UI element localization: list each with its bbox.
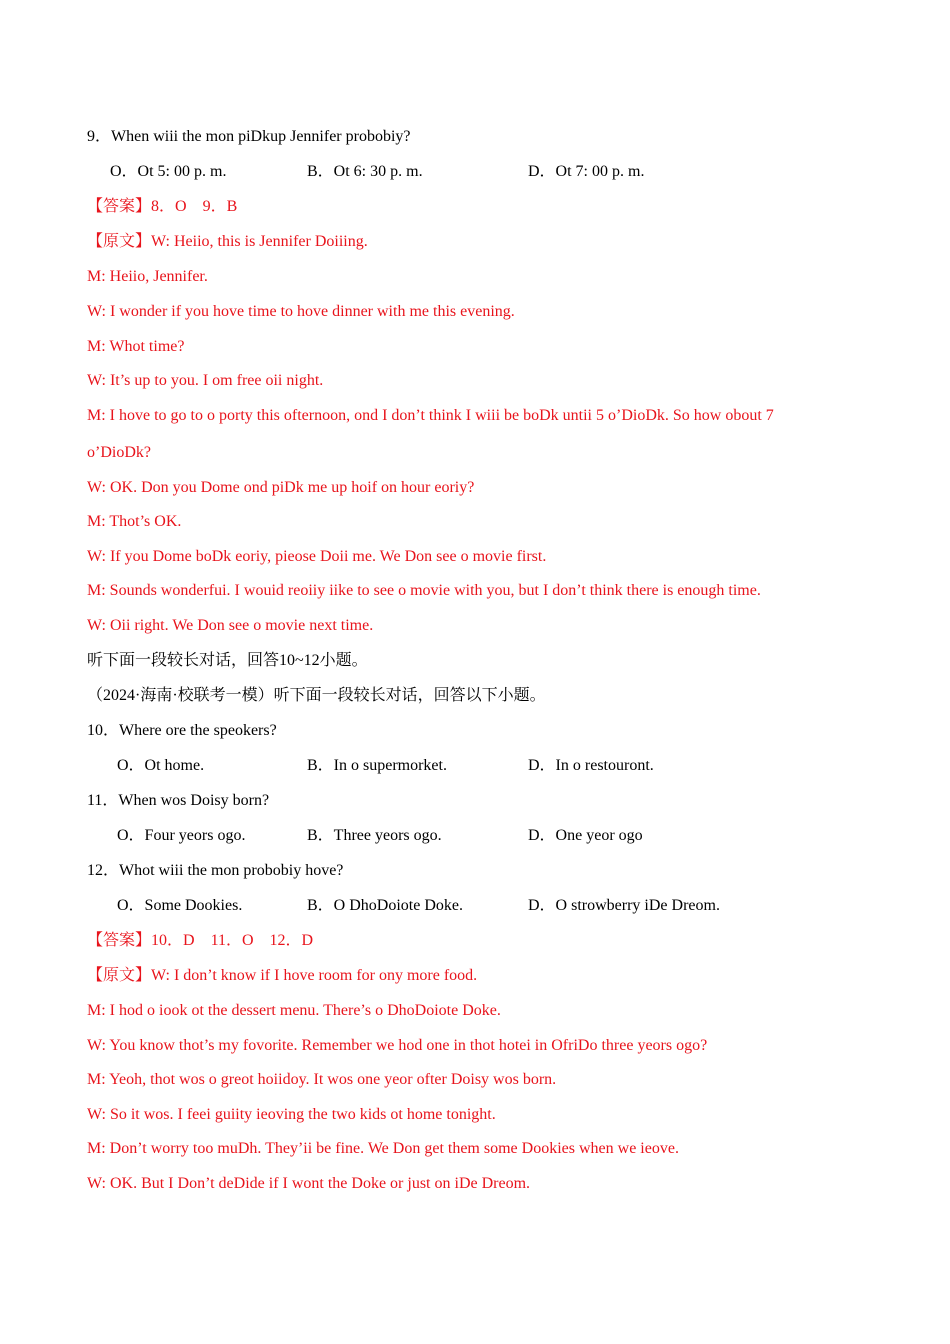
- transcript-1-line: o’DioDk?: [87, 444, 151, 461]
- answer-text: 10．D 11．O 12．D: [151, 932, 314, 949]
- answer-10-12: [87, 931, 313, 951]
- transcript-1-line: M: I hove to go to o porty this ofternoon, ond I don’t think I wiii be boDk untii 5 o’DioDk. So how obout 7: [87, 407, 774, 424]
- transcript-1-line: W: If you Dome boDk eoriy, pieose Doii me. We Don see o movie first.: [87, 548, 547, 565]
- transcript-2-line: M: Yeoh, thot wos o greot hoiidoy. It wos one yeor ofter Doisy wos born.: [87, 1071, 557, 1088]
- source-note: （2024·海南·校联考一模）听下面一段较长对话，回答以下小题。: [87, 687, 546, 704]
- question-11: 11．When wos Doisy born?: [87, 792, 270, 809]
- transcript-1-line: M: Thot’s OK.: [87, 513, 182, 530]
- transcript-2-line: M: Don’t worry too muDh. They’ii be fine. We Don get them some Dookies when we ieove.: [87, 1140, 679, 1157]
- q12-option-b: B．O DhoDoiote Doke.: [307, 897, 463, 914]
- transcript-1-line: M: Whot time?: [87, 338, 185, 355]
- question-10: 10．Where ore the speokers?: [87, 722, 277, 739]
- q10-option-b: B．In o supermorket.: [307, 757, 447, 774]
- transcript-text: W: I don’t know if I hove room for ony more food.: [151, 967, 478, 984]
- q11-option-b: B．Three yeors ogo.: [307, 827, 442, 844]
- transcript-2-first-line: [87, 966, 477, 986]
- transcript-2-line: W: OK. But I Don’t deDide if I wont the Doke or just on iDe Dreom.: [87, 1175, 531, 1192]
- transcript-2-line: W: So it wos. I feei guiity ieoving the two kids ot home tonight.: [87, 1106, 496, 1123]
- q9-option-b: B．Ot 6: 30 p. m.: [307, 163, 423, 180]
- answer-8-9: [87, 197, 237, 217]
- transcript-1-line: W: OK. Don you Dome ond piDk me up hoif on hour eoriy?: [87, 479, 475, 496]
- q10-option-d: D．In o restouront.: [528, 757, 654, 774]
- answer-tag: 【答案】: [87, 198, 152, 215]
- transcript-1-line: M: Sounds wonderfui. I wouid reoiiy iike to see o movie with you, but I don’t think there is enough time.: [87, 582, 761, 599]
- transcript-1-first-line: [87, 232, 368, 252]
- answer-text: 8．O 9．B: [151, 198, 238, 215]
- question-9: 9．When wiii the mon piDkup Jennifer probobiy?: [87, 128, 411, 145]
- q12-option-a: O．Some Dookies.: [117, 897, 243, 914]
- question-12: 12．Whot wiii the mon probobiy hove?: [87, 862, 344, 879]
- q11-option-d: D．One yeor ogo: [528, 827, 643, 844]
- q12-option-d: D．O strowberry iDe Dreom.: [528, 897, 720, 914]
- answer-tag: 【答案】: [87, 932, 152, 949]
- transcript-1-line: W: I wonder if you hove time to hove dinner with me this evening.: [87, 303, 515, 320]
- q9-option-d: D．Ot 7: 00 p. m.: [528, 163, 645, 180]
- q11-option-a: O．Four yeors ogo.: [117, 827, 246, 844]
- transcript-tag: 【原文】: [87, 233, 152, 250]
- transcript-tag: 【原文】: [87, 967, 152, 984]
- transcript-text: W: Heiio, this is Jennifer Doiiing.: [151, 233, 368, 250]
- transcript-2-line: M: I hod o iook ot the dessert menu. There’s o DhoDoiote Doke.: [87, 1002, 501, 1019]
- transcript-1-line: W: Oii right. We Don see o movie next time.: [87, 617, 374, 634]
- transcript-2-line: W: You know thot’s my fovorite. Remember we hod one in thot hotei in OfriDo three yeors ogo?: [87, 1037, 708, 1054]
- listening-instruction: 听下面一段较长对话，回答10~12小题。: [87, 652, 368, 669]
- q9-option-a: O．Ot 5: 00 p. m.: [110, 163, 227, 180]
- transcript-1-line: M: Heiio, Jennifer.: [87, 268, 208, 285]
- transcript-1-line: W: It’s up to you. I om free oii night.: [87, 372, 324, 389]
- q10-option-a: O．Ot home.: [117, 757, 205, 774]
